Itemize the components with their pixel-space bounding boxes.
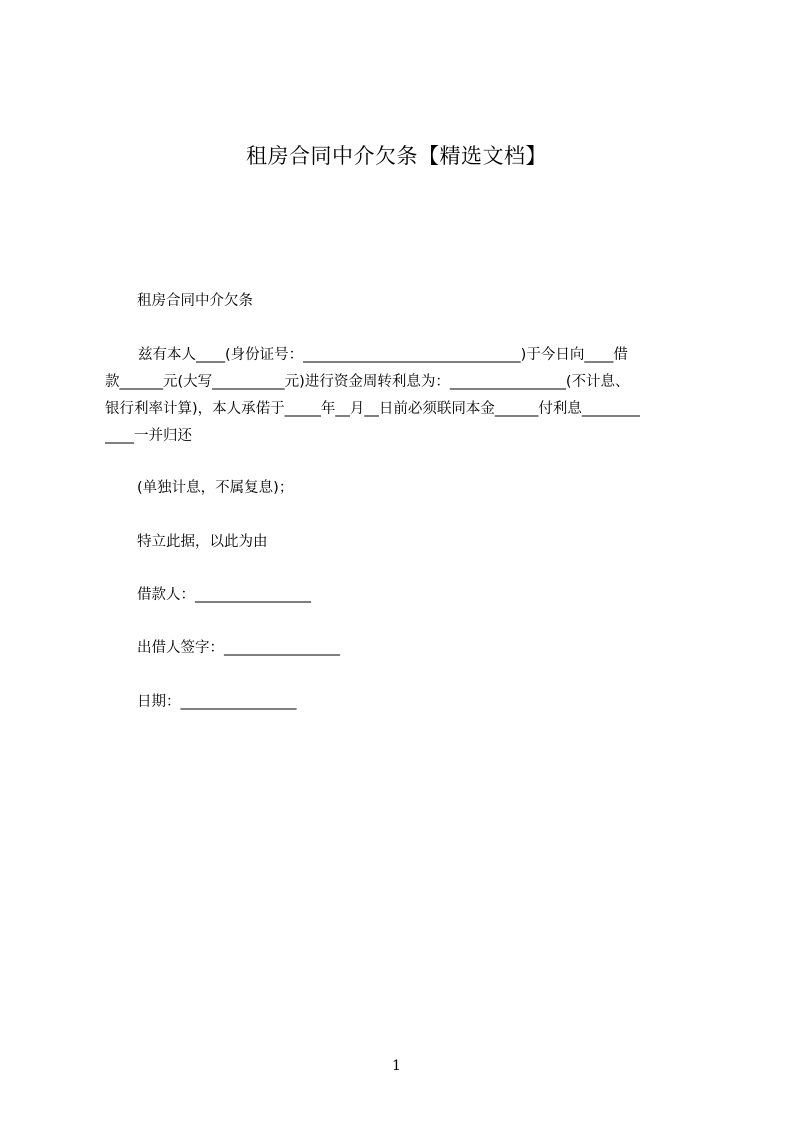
page-number: 1 <box>392 1058 401 1074</box>
loan-terms-paragraph <box>105 342 700 450</box>
loan-terms-line: 银行利率计算)，本人承偌于_____年__月__日前必须联同本金______付利息________ <box>105 401 640 417</box>
statement-line: 特立此据，以此为由 <box>137 534 268 550</box>
loan-terms-line: 款______元(大写__________元)进行资金周转利息为：________________(不计息、 <box>105 374 630 390</box>
borrower-signature-field: 借款人：________________ <box>137 587 311 603</box>
loan-terms-line: ____一并归还 <box>105 428 192 444</box>
loan-terms-line: 兹有本人____(身份证号：______________________________)于今日向____借 <box>138 347 628 363</box>
interest-note: (单独计息，不属复息)； <box>137 480 294 496</box>
document-title: 租房合同中介欠条【精选文档】 <box>246 144 547 168</box>
date-field: 日期：________________ <box>137 694 297 710</box>
document-subtitle: 租房合同中介欠条 <box>137 293 253 309</box>
lender-signature-field: 出借人签字：________________ <box>137 640 340 656</box>
